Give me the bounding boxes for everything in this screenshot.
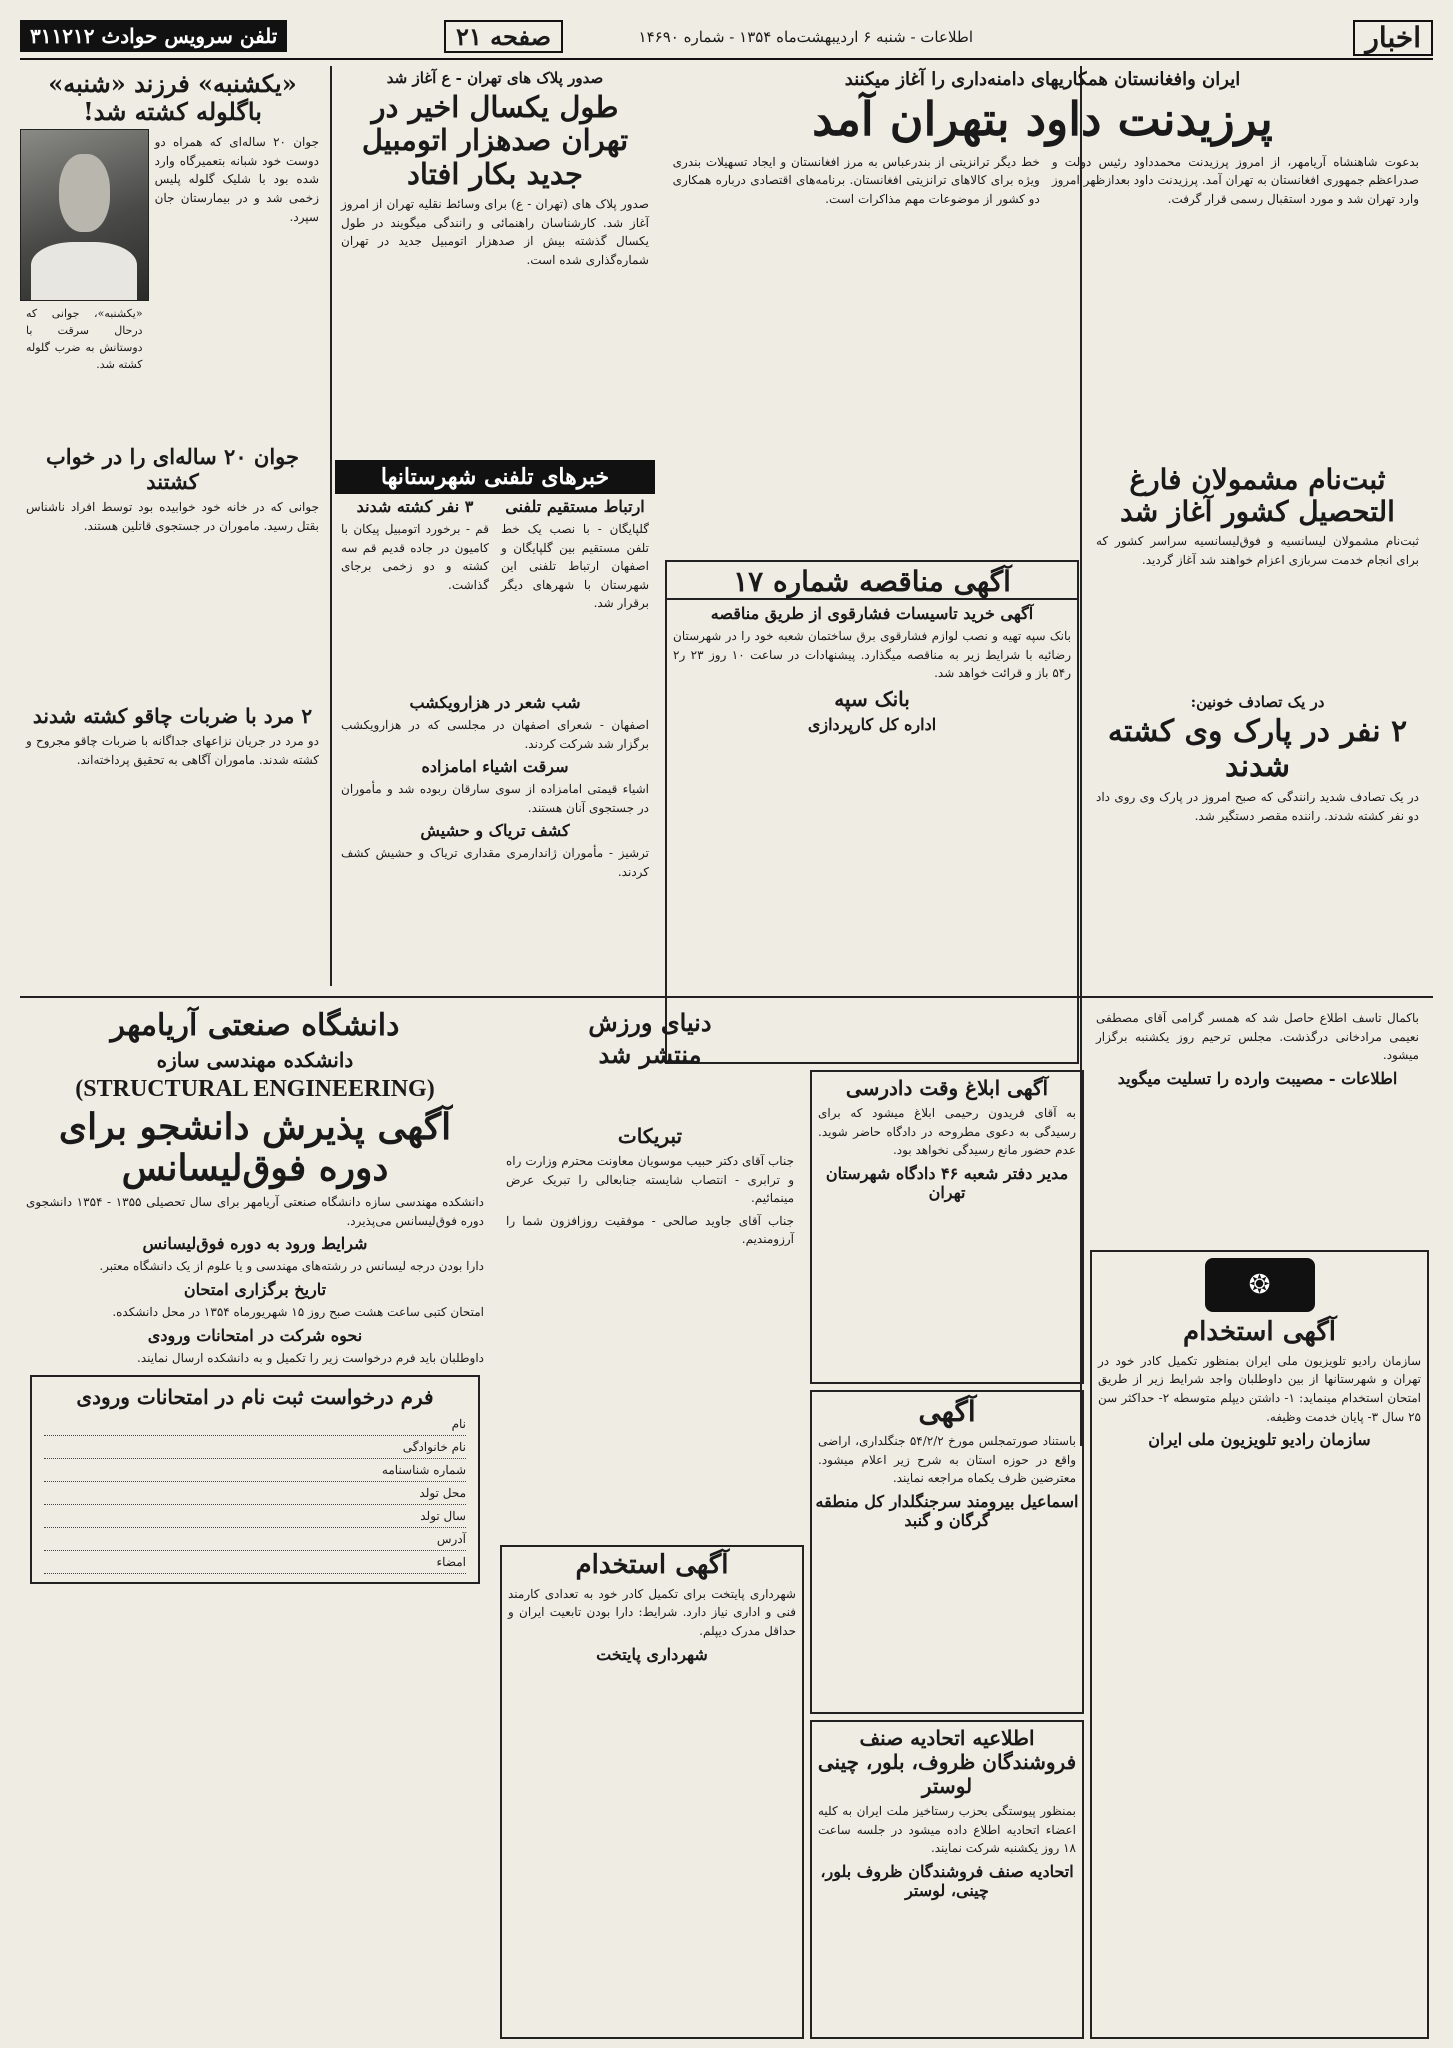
- saturday-body: جوان ۲۰ ساله‌ای که همراه دو دوست خود شبانه بتعمیرگاه وارد شده بود با شلیک گلوله پلیس زخمی شد و در بیمارستان جان سپرد.: [154, 135, 320, 224]
- knife-headline: ۲ مرد با ضربات چاقو کشته شدند: [32, 704, 313, 728]
- city-body-1: گلپایگان - با نصب یک خط تلفن مستقیم بین گلپایگان و اصفهان ارتباط تلفنی این شهرستان با شهرهای دیگر برقرار شد.: [501, 522, 649, 611]
- sport-notice: [500, 1005, 800, 1115]
- tv-hire-ad: [1090, 1250, 1429, 2039]
- form-field[interactable]: شماره شناسنامه: [44, 1459, 466, 1482]
- university-headline: آگهی پذیرش دانشجو برای دوره فوق‌لیسانس: [58, 1105, 452, 1189]
- theft-head: سرقت اشیاء امامزاده: [421, 757, 569, 777]
- form-field[interactable]: سال تولد: [44, 1505, 466, 1528]
- sport-line-2: منتشر شد: [598, 1039, 702, 1069]
- poetry-body: اصفهان - شعرای اصفهان در مجلسی که در هزارویکشب برگزار شد شرکت کردند.: [341, 718, 649, 751]
- crash-kicker: در یک تصادف خونین:: [1190, 693, 1325, 711]
- tender-17-title: آگهی مناقصه شماره ۱۷: [667, 566, 1077, 600]
- opium-body: ترشیز - مأموران ژاندارمری مقداری تریاک و حشیش کشف کردند.: [341, 846, 649, 879]
- city-news: [335, 460, 655, 680]
- plates-body: صدور پلاک های (تهران - ع) برای وسائط نقلیه تهران از امروز آغاز شد. کارشناسان راهنمائی و رانندگی میگویند در طول یکسال گذشته بیش از صدهزار اتومبیل جدید در تهران شماره‌گذاری شده است.: [341, 197, 649, 267]
- knife-body: دو مرد در جریان نزاعهای جداگانه با ضربات چاقو مجروح و کشته شدند. ماموران آگاهی به تحقیق پرداخته‌اند.: [26, 734, 319, 767]
- column-rule: [330, 66, 332, 986]
- city-news-title: خبرهای تلفنی شهرستانها: [335, 460, 655, 494]
- tender-17-subtitle: آگهی خرید تاسیسات فشارقوی از طریق مناقصه: [710, 604, 1034, 624]
- section-brand: اخبار: [1353, 20, 1433, 56]
- phone-banner: تلفن سرویس حوادث ۳۱۱۲۱۲: [20, 20, 287, 52]
- university-ad: [20, 1005, 490, 2035]
- lead-kicker: ایران وافغانستان همکاریهای دامنه‌داری را آغاز میکنند: [844, 69, 1241, 90]
- tender-17-body: بانک سپه تهیه و نصب لوازم فشارقوی برق ساختمان شعبه خود را در شهرستان رضائیه با شرایط زیر به مناقصه میگذارد. پیشنهادات در ساعت ۱۰ روز ۲۳ ر۲ ر۵۴ باز و قرائت خواهد شد.: [673, 629, 1071, 681]
- city-head-1: ارتباط مستقیم تلفنی: [505, 497, 645, 516]
- tv-logo-icon: ❂: [1205, 1258, 1315, 1312]
- plates-story: [335, 66, 655, 446]
- crash-headline: ۲ نفر در پارک وی کشته شدند: [1107, 714, 1408, 784]
- condolence-body: باکمال تاسف اطلاع حاصل شد که همسر گرامی آقای مصطفی نعیمی مرادخانی درگذشت. مجلس ترحیم روز یکشنبه برگزار میشود.: [1096, 1011, 1419, 1063]
- page-header: [20, 18, 1433, 60]
- forest-body: باستناد صورتمجلس مورخ ۵۴/۲/۲ جنگلداری، اراضی واقع در حوزه استان به شرح زیر اعلام میشود. معترضین ظرف یکماه مراجعه نمایند.: [818, 1434, 1076, 1486]
- enroll-body: داوطلبان باید فرم درخواست زیر را تکمیل و به دانشکده ارسال نمایند.: [137, 1350, 484, 1365]
- court-ad: [810, 1070, 1084, 1384]
- enroll-title: نحوه شرکت در امتحانات ورودی: [147, 1325, 363, 1345]
- suspect-photo: [20, 129, 149, 301]
- application-form: [30, 1375, 480, 1584]
- form-field[interactable]: امضاء: [44, 1551, 466, 1574]
- condolence-note: اطلاعات - مصیبت وارده را تسلیت میگوید: [1117, 1068, 1398, 1088]
- court-body: به آقای فریدون رحیمی ابلاغ میشود که برای رسیدگی به دعوی مطروحه در دادگاه حاضر شوید. عدم حضور مانع رسیدگی نخواهد بود.: [818, 1106, 1076, 1158]
- university-title: دانشگاه صنعتی آریامهر: [110, 1008, 400, 1043]
- congrats-body-2: جناب آقای جاوید صالحی - موفقیت روزافزون شما را آرزومندیم.: [506, 1213, 794, 1247]
- requirements-title: شرایط ورود به دوره فوق‌لیسانس: [142, 1234, 368, 1254]
- plates-headline: طول یکسال اخیر در تهران صدهزار اتومبیل جدید بکار افتاد: [361, 90, 629, 191]
- congrats-body: جناب آقای دکتر حبیب موسویان معاونت محترم وزارت راه و ترابری - انتصاب شایسته جنابعالی را تبریک عرض مینمائیم.: [506, 1154, 794, 1206]
- photo-head: [59, 154, 110, 232]
- form-field[interactable]: نام: [44, 1413, 466, 1436]
- grads-headline: ثبت‌نام مشمولان فارغ التحصیل کشور آغاز شد: [1120, 463, 1395, 529]
- exam-body: امتحان کتبی ساعت هشت صبح روز ۱۵ شهریورماه ۱۳۵۴ در محل دانشکده.: [112, 1305, 484, 1320]
- city-hire-title: آگهی استخدام: [575, 1550, 729, 1580]
- crash-story: [1090, 690, 1425, 990]
- forest-notice: [810, 1390, 1084, 1714]
- congrats-title: تبریکات: [617, 1124, 683, 1148]
- lead-body-cont: خط دیگر ترانزیتی از بندرعباس به مرز افغانستان و ایجاد تسهیلات بندری ویژه برای کالاهای ترانزیتی افغانستان. برنامه‌های اقتصادی درباره همکاری دو کشور از موضوعات مهم مذاکرات است.: [672, 154, 1040, 206]
- tv-hire-sig: سازمان رادیو تلویزیون ملی ایران: [1148, 1430, 1371, 1450]
- form-fields: [44, 1413, 466, 1574]
- theft-body: اشیاء قیمتی امامزاده از سوی سارقان ربوده شد و مأموران در جستجوی آنان هستند.: [341, 782, 649, 815]
- forest-sig: اسماعیل بیرومند سرجنگلدار کل منطقه گرگان و گنبد: [815, 1491, 1079, 1530]
- lead-story: [660, 66, 1425, 446]
- saturday-headline: «یکشنبه» فرزند «شنبه» باگلوله کشته شد!: [48, 69, 297, 126]
- grads-story: [1090, 460, 1425, 680]
- congrats-ad: [500, 1120, 800, 1540]
- form-title: فرم درخواست ثبت نام در امتحانات ورودی: [76, 1385, 434, 1410]
- union-ad: [810, 1720, 1084, 2039]
- sleep-headline: جوان ۲۰ ساله‌ای را در خواب کشتند: [45, 444, 300, 494]
- poetry-head: شب شعر در هزارویکشب: [409, 693, 581, 712]
- photo-caption: «یکشنبه»، جوانی که درحال سرقت با دوستانش به ضرب گلوله کشته شد.: [26, 307, 143, 372]
- forest-title: آگهی: [918, 1395, 976, 1428]
- requirements-body: دارا بودن درجه لیسانس در رشته‌های مهندسی و یا علوم از یک دانشگاه معتبر.: [99, 1259, 484, 1274]
- university-english: (STRUCTURAL ENGINEERING): [75, 1075, 435, 1102]
- city-hire-ad: [500, 1545, 804, 2039]
- university-body: دانشکده مهندسی سازه دانشگاه صنعتی آریامهر برای سال تحصیلی ۱۳۵۵ - ۱۳۵۴ دانشجوی دوره فوق‌لیسانس می‌پذیرد.: [26, 1195, 485, 1228]
- city-head-2: ۳ نفر کشته شدند: [356, 497, 474, 516]
- sport-line-1: دنیای ورزش: [588, 1008, 712, 1037]
- tender-17-bank: بانک سپه: [834, 686, 910, 711]
- page-number: صفحه ۲۱: [444, 20, 563, 53]
- opium-head: کشف تریاک و حشیش: [420, 821, 570, 841]
- form-field[interactable]: محل تولد: [44, 1482, 466, 1505]
- tv-hire-body: سازمان رادیو تلویزیون ملی ایران بمنظور تکمیل کادر خود در تهران و شهرستانها از بین داوطلبان واجد شرایط زیر از طریق امتحان استخدام مینماید: ۱- داشتن دیپلم متوسطه ۲- حداکثر سن ۲۵ سال ۳- پایان خدمت وظیفه.: [1098, 1353, 1421, 1424]
- lead-headline: پرزیدنت داود بتهران آمد: [812, 92, 1273, 146]
- condolence-box: [1090, 1005, 1425, 1245]
- photo-shoulders: [31, 242, 137, 300]
- exam-title: تاریخ برگزاری امتحان: [183, 1280, 327, 1300]
- form-field[interactable]: آدرس: [44, 1528, 466, 1551]
- city-news-more: [335, 690, 655, 990]
- sleep-body: جوانی که در خانه خود خوابیده بود توسط افراد ناشناس بقتل رسید. ماموران در جستجوی قاتلین هستند.: [26, 500, 319, 533]
- city-hire-body: شهرداری پایتخت برای تکمیل کادر خود به تعدادی کارمند فنی و اداری نیاز دارد. شرایط: دارا بودن تابعیت ایران و حداقل مدرک دیپلم.: [508, 1586, 796, 1639]
- union-sig: اتحادیه صنف فروشندگان ظروف بلور، چینی، لوستر: [820, 1861, 1074, 1900]
- union-body: بمنظور پیوستگی بحزب رستاخیز ملت ایران به کلیه اعضاء اتحادیه اطلاع داده میشود در جلسه ساعت ۱۸ روز یکشنبه شرکت نمایند.: [818, 1804, 1076, 1856]
- saturday-story: [20, 66, 325, 436]
- tender-17-dept: اداره کل کارپردازی: [807, 714, 937, 734]
- city-body-2: قم - برخورد اتومبیل پیکان با کامیون در جاده قدیم قم سه کشته و دو زخمی برجای گذاشت.: [341, 522, 489, 592]
- tender-17-ad: [665, 560, 1079, 1064]
- union-title: اطلاعیه اتحادیه صنف فروشندگان ظروف، بلور، چینی لوستر: [817, 1726, 1077, 1798]
- university-dept: دانشکده مهندسی سازه: [156, 1047, 354, 1072]
- court-sig: مدیر دفتر شعبه ۴۶ دادگاه شهرستان تهران: [825, 1163, 1069, 1202]
- court-title: آگهی ابلاغ وقت دادرسی: [845, 1076, 1049, 1100]
- tv-hire-title: آگهی استخدام: [1183, 1317, 1336, 1347]
- issue-line: اطلاعات - شنبه ۶ اردیبهشت‌ماه ۱۳۵۴ - شماره ۱۴۶۹۰: [638, 28, 973, 46]
- grads-body: ثبت‌نام مشمولان لیسانسیه و فوق‌لیسانسیه سراسر کشور که برای انجام خدمت سربازی اعزام خواهند شد آغاز گردید.: [1096, 534, 1419, 567]
- sleep-story: [20, 440, 325, 690]
- knife-story: [20, 700, 325, 990]
- city-hire-sig: شهرداری پایتخت: [596, 1644, 708, 1664]
- plates-kicker: صدور پلاک های تهران - ع آغاز شد: [386, 69, 604, 87]
- lead-body: بدعوت شاهنشاه آریامهر، از امروز پرزیدنت محمدداود رئیس دولت و صدراعظم جمهوری افغانستان به تهران آمد. پرزیدنت داود بعدازظهر امروز وارد تهران شد و مورد استقبال رسمی قرار گرفت.: [1051, 154, 1419, 206]
- form-field[interactable]: نام خانوادگی: [44, 1436, 466, 1459]
- crash-body: در یک تصادف شدید رانندگی که صبح امروز در پارک وی روی داد دو نفر کشته شدند. راننده مقصر دستگیر شد.: [1096, 790, 1419, 823]
